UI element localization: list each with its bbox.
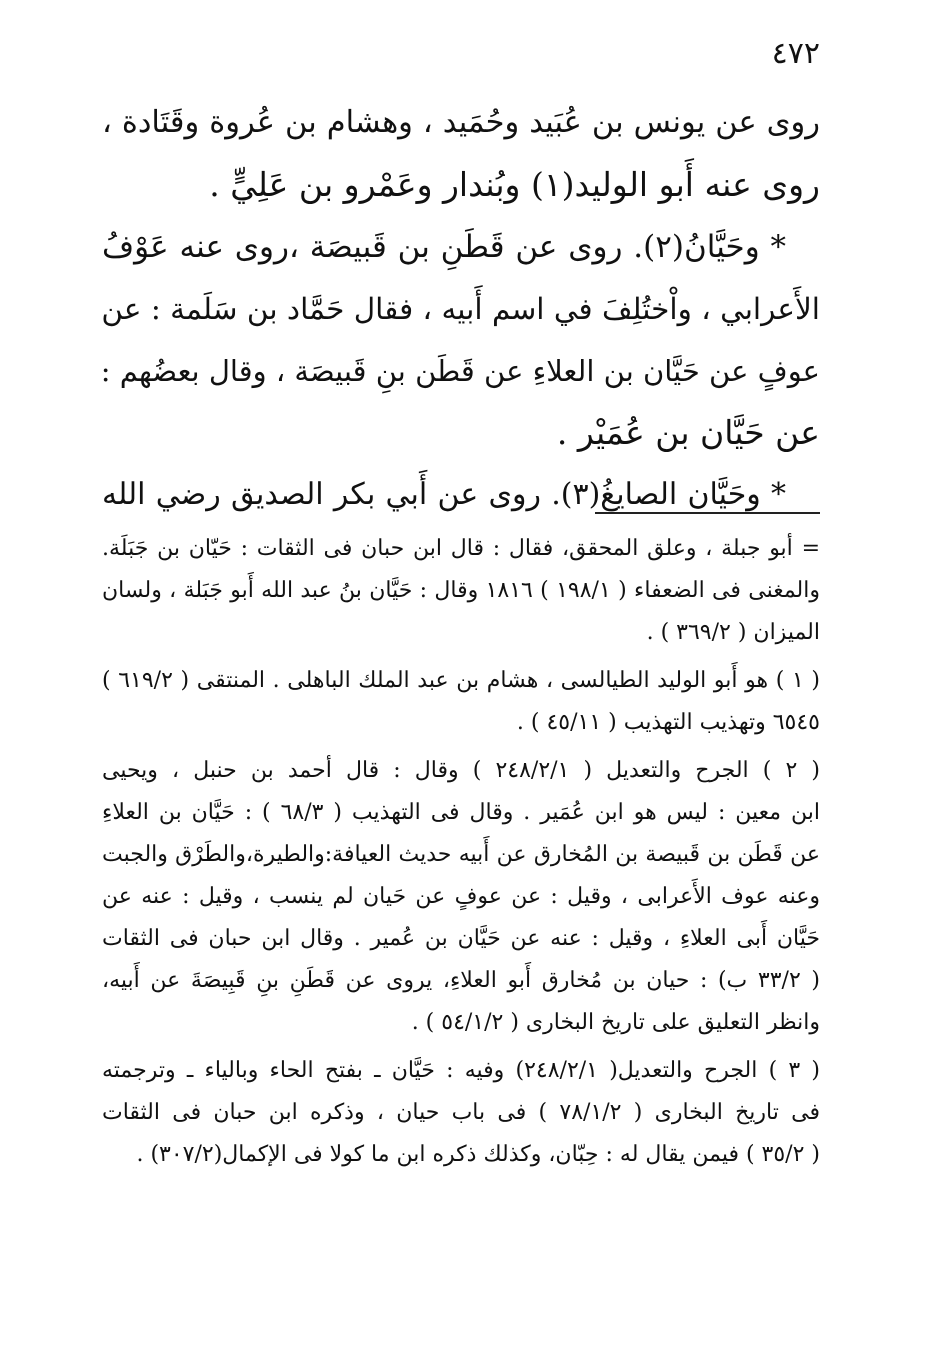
main-line: عوفٍ عن حَيَّان بن العلاءِ عن قَطَن بنِ قَبيصَة ، وقال بعضُهم : xyxy=(100,354,820,388)
main-line: * وحَيَّانُ(٢). روى عن قَطَنِ بن قَبيصَة ،روى عنه عَوْفُ xyxy=(102,229,787,265)
main-line: روى عنه أَبو الوليد(١) وبُندار وعَمْرو بن عَلِيٍّ . xyxy=(209,165,820,204)
footnote-line: ( ١ ) هو أَبو الوليد الطيالسى ، هشام بن عبد الملك الباهلى . المنتقى ( ٦١٩/٢ ) xyxy=(102,668,820,693)
footnote-line: ( ٣٣/٢ ب) : حيان بن مُخارق أَبو العلاءِ، يروى عن قَطَنِ بنِ قَبِيصَةَ عن أَبيه، xyxy=(102,968,820,993)
footnote-line: = أبو جبلة ، وعلق المحقق، فقال : قال ابن حبان فى الثقات : حَيّان بن جَبَلَة. xyxy=(102,536,820,561)
footnote-continuation xyxy=(102,528,820,654)
footnote-line: وانظر التعليق على تاريخ البخارى ( ٥٤/١/٢ ) . xyxy=(411,1010,820,1035)
page-number: ٤٧٢ xyxy=(771,36,820,71)
footnote-line: فى تاريخ البخارى ( ٧٨/١/٢ ) فى باب حيان ، وذكره ابن حبان فى الثقات xyxy=(102,1100,820,1125)
main-line: * وحَيَّان الصايغُ(٣). روى عن أَبي بكر الصديق رضي الله xyxy=(102,477,786,512)
main-text xyxy=(102,92,820,526)
footnote-1 xyxy=(102,660,820,744)
footnote-3 xyxy=(102,1050,820,1176)
main-line: الأَعرابي ، واْختُلِفَ في اسم أَبيه ، فقال حَمَّاد بن سَلَمة : عن xyxy=(101,292,820,326)
footnote-line: عن قَطَن بن قَبيصة بن المُخارق عن أَبيه حديث العيافة:والطيرة،والطَرْق والجبت xyxy=(102,842,820,867)
footnote-line: والمغنى فى الضعفاء ( ١٩٨/١ ) ١٨١٦ وقال : حَيَّان بنُ عبد الله أَبو جَبَلة ، ولسان xyxy=(102,578,820,603)
footnote-line: ( ٣٥/٢ ) فيمن يقال له : حِبّان، وكذلك ذكره ابن ما كولا فى الإكمال(٣٠٧/٢) . xyxy=(136,1142,820,1167)
footnote-line: ابن معين : ليس هو ابن عُمَير . وقال فى التهذيب ( ٦٨/٣ ) : حَيَّان بن العلاءِ xyxy=(102,800,820,825)
footnote-line: ( ٣ ) الجرح والتعديل( ٢٤٨/٢/١) وفيه : حَيَّان ـ بفتح الحاء وبالياء ـ وترجمته xyxy=(102,1058,820,1083)
footnote-line: وعنه عوف الأَعرابى ، وقيل : عن عوفٍ عن حَيان لم ينسب ، وقيل : عنه عن xyxy=(102,884,820,909)
footnote-line: ٦٥٤٥ وتهذيب التهذيب ( ٤٥/١١ ) . xyxy=(516,710,820,735)
footnote-line: الميزان ( ٣٦٩/٢ ) . xyxy=(646,620,820,645)
footnote-line: حَيَّان أَبى العلاءِ ، وقيل : عنه عن حَيَّان بن عُمير . وقال ابن حبان فى الثقات xyxy=(102,926,820,951)
main-line: عن حَيَّان بن عُمَيْر . xyxy=(556,413,820,452)
footnote-line: ( ٢ ) الجرح والتعديل ( ٢٤٨/٢/١ ) وقال : قال أحمد بن حنبل ، ويحيى xyxy=(102,758,820,783)
main-line: روى عن يونس بن عُبَيد وحُمَيد ، وهشام بن عُروة وقَتَادة ، xyxy=(102,105,820,140)
footnote-divider xyxy=(595,512,820,514)
footnotes xyxy=(102,528,820,1182)
footnote-2 xyxy=(102,750,820,1044)
